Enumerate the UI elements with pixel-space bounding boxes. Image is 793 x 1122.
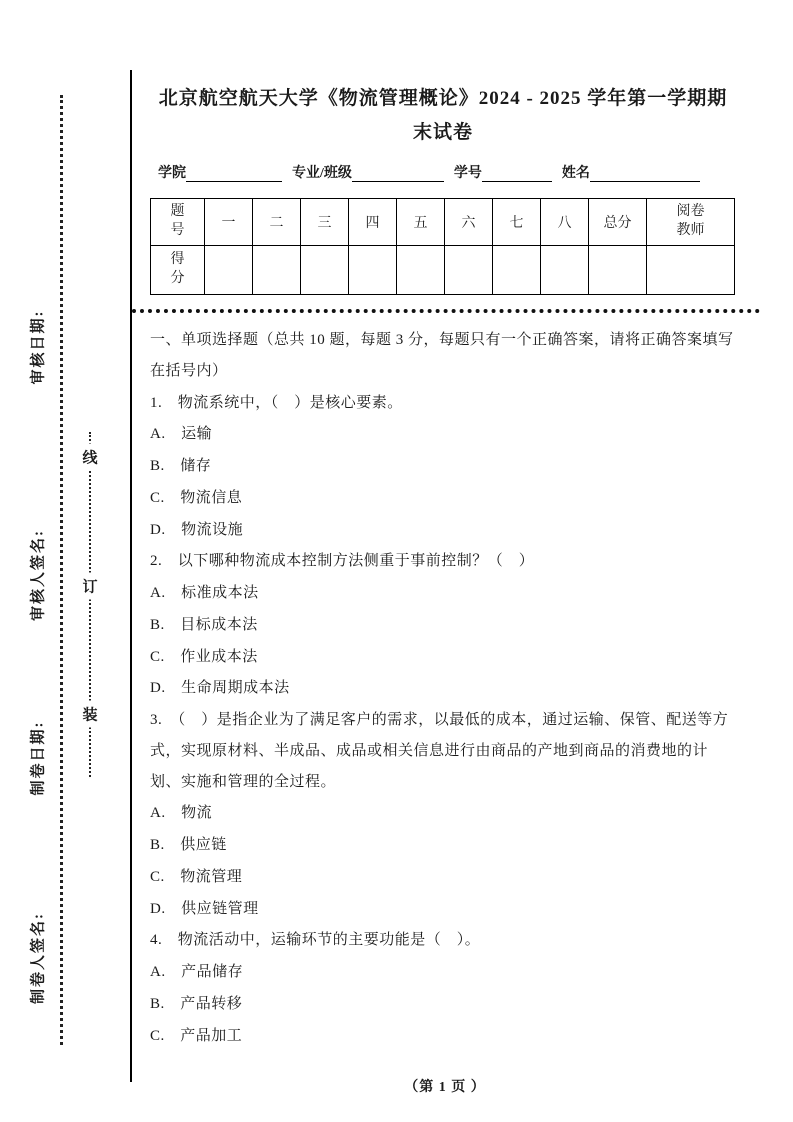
score-cell [349, 246, 397, 295]
binding-dotted-line-outer [60, 95, 63, 1045]
score-table-col-6: 六 [445, 199, 493, 246]
score-table-col-1: 一 [205, 199, 253, 246]
score-table-col-3: 三 [301, 199, 349, 246]
score-cell [445, 246, 493, 295]
question-1-option-c: C. 物流信息 [150, 489, 243, 506]
question-2-option-d: D. 生命周期成本法 [150, 680, 290, 697]
question-3-option-a: A. 物流 [150, 805, 213, 822]
field-name [562, 162, 700, 182]
field-college [158, 162, 282, 182]
question-3-text: 3. （ ）是指企业为了满足客户的需求，以最低的成本，通过运输、保管、配送等方式，实现原材料、半成品、成品或相关信息进行由商品的产地到商品的消费地的计划、实施和管理的全过程。 [150, 712, 729, 790]
score-table-header-row [151, 199, 735, 246]
score-cell [301, 246, 349, 295]
score-table [150, 198, 735, 295]
score-table-total-cell: 总分 [589, 199, 647, 246]
margin-label-paper-date: 制卷日期: [30, 720, 47, 796]
score-cell [397, 246, 445, 295]
question-4-option-a: A. 产品储存 [150, 964, 244, 981]
binding-char-staple: 订 [81, 573, 98, 600]
field-student-id [454, 162, 552, 182]
exam-sheet [130, 70, 760, 1082]
score-cell [205, 246, 253, 295]
score-table-col-8: 八 [541, 199, 589, 246]
score-table-col-4: 四 [349, 199, 397, 246]
question-2-text: 2. 以下哪种物流成本控制方法侧重于事前控制？（ ） [150, 553, 535, 570]
score-table-qnum-cell: 题号 [151, 199, 205, 246]
score-cell [493, 246, 541, 295]
margin-label-reviewer-signature: 审核人签名: [30, 529, 47, 621]
score-table-col-7: 七 [493, 199, 541, 246]
question-2-option-a: A. 标准成本法 [150, 585, 259, 602]
field-college-blank [186, 165, 282, 182]
question-4-text: 4. 物流活动中，运输环节的主要功能是（ ）。 [150, 932, 481, 949]
field-major-class-label: 专业/班级 [292, 166, 352, 182]
question-4-option-c: C. 产品加工 [150, 1027, 243, 1044]
dotted-separator [132, 309, 760, 313]
score-cell [541, 246, 589, 295]
question-4-option-b: B. 产品转移 [150, 995, 243, 1012]
question-1-option-b: B. 储存 [150, 458, 212, 475]
field-student-id-label: 学号 [453, 166, 482, 182]
field-name-blank [590, 165, 700, 182]
margin-label-review-date: 审核日期: [30, 309, 47, 385]
section-title: 一、单项选择题（总共 10 题，每题 3 分，每题只有一个正确答案，请将正确答案填写在括号内） [150, 332, 734, 379]
score-table-col-5: 五 [397, 199, 445, 246]
field-major-class-blank [352, 165, 444, 182]
score-cell [253, 246, 301, 295]
score-table-score-label-cell: 得分 [151, 246, 205, 295]
score-cell [589, 246, 647, 295]
question-3-option-b: B. 供应链 [150, 837, 227, 854]
field-college-label: 学院 [158, 166, 186, 182]
question-3-option-d: D. 供应链管理 [150, 900, 259, 917]
binding-char-line: 线 [81, 444, 98, 471]
score-cell [647, 246, 735, 295]
question-1-option-a: A. 运输 [150, 426, 213, 443]
field-name-label: 姓名 [561, 166, 590, 182]
question-2-option-c: C. 作业成本法 [150, 648, 258, 665]
question-2-option-b: B. 目标成本法 [150, 616, 258, 633]
score-table-col-2: 二 [253, 199, 301, 246]
page-footer: （第 1 页 ） [404, 1080, 486, 1095]
question-1-option-d: D. 物流设施 [150, 521, 244, 538]
student-info-row [158, 162, 736, 182]
question-3-option-c: C. 物流管理 [150, 868, 243, 885]
binding-char-bind: 装 [81, 701, 98, 728]
question-1-text: 1. 物流系统中，（ ）是核心要素。 [150, 394, 403, 411]
score-table-score-row [151, 246, 735, 295]
score-table-grader-cell: 阅卷教师 [647, 199, 735, 246]
field-major-class [292, 162, 444, 182]
margin-label-paper-maker-signature: 制卷人签名: [30, 912, 47, 1004]
field-student-id-blank [482, 165, 552, 182]
exam-title: 北京航空航天大学《物流管理概论》2024 - 2025 学年第一学期期末试卷 [158, 88, 728, 144]
